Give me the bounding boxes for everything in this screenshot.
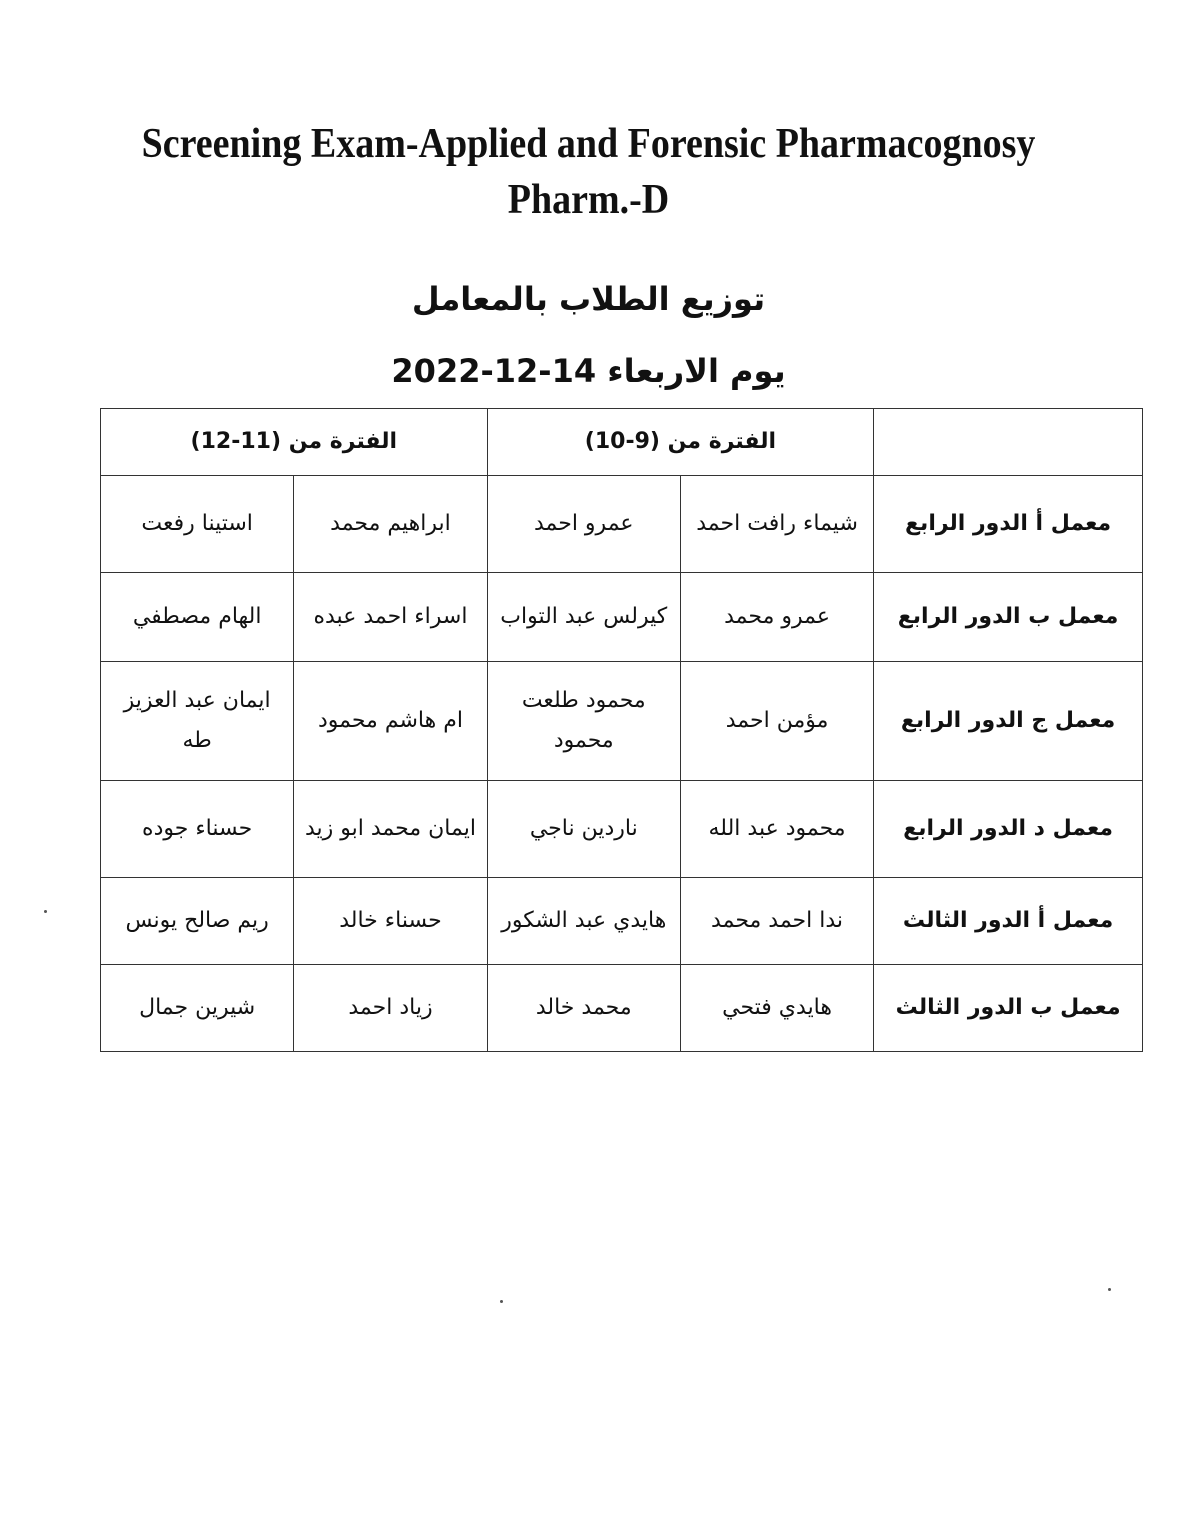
student-cell: عمرو احمد — [487, 476, 680, 573]
student-cell: محمود طلعت محمود — [487, 662, 680, 781]
period-header-row — [101, 409, 1143, 476]
lab-name: معمل د الدور الرابع — [874, 781, 1143, 878]
student-cell: ريم صالح يونس — [101, 878, 294, 965]
student-cell: ام هاشم محمود — [294, 662, 487, 781]
lab-name: معمل ب الدور الثالث — [874, 965, 1143, 1052]
student-cell: ايمان عبد العزيز طه — [101, 662, 294, 781]
scan-speck — [1108, 1288, 1111, 1291]
table-row — [101, 781, 1143, 878]
lab-distribution-table — [100, 408, 1143, 1052]
lab-name: معمل ج الدور الرابع — [874, 662, 1143, 781]
student-cell: كيرلس عبد التواب — [487, 573, 680, 662]
scan-speck — [500, 1300, 503, 1303]
empty-corner-cell — [874, 409, 1143, 476]
student-cell: هايدي فتحي — [680, 965, 873, 1052]
student-cell: حسناء جوده — [101, 781, 294, 878]
period-header: الفترة من (11-12) — [101, 409, 488, 476]
table-row — [101, 965, 1143, 1052]
student-cell: عمرو محمد — [680, 573, 873, 662]
student-cell: هايدي عبد الشكور — [487, 878, 680, 965]
lab-name: معمل أ الدور الرابع — [874, 476, 1143, 573]
student-cell: حسناء خالد — [294, 878, 487, 965]
student-cell: الهام مصطفي — [101, 573, 294, 662]
student-cell: محمد خالد — [487, 965, 680, 1052]
student-cell: ناردين ناجي — [487, 781, 680, 878]
student-cell: زياد احمد — [294, 965, 487, 1052]
table-row — [101, 573, 1143, 662]
scan-speck — [44, 910, 47, 913]
lab-name: معمل أ الدور الثالث — [874, 878, 1143, 965]
student-cell: ابراهيم محمد — [294, 476, 487, 573]
student-cell: ايمان محمد ابو زيد — [294, 781, 487, 878]
document-title: Screening Exam-Applied and Forensic Pharmacognosy — [141, 120, 1036, 168]
lab-name: معمل ب الدور الرابع — [874, 573, 1143, 662]
student-cell: شيرين جمال — [101, 965, 294, 1052]
student-cell: شيماء رافت احمد — [680, 476, 873, 573]
program-name: Pharm.-D — [507, 176, 670, 224]
student-cell: محمود عبد الله — [680, 781, 873, 878]
student-cell: اسراء احمد عبده — [294, 573, 487, 662]
exam-date: يوم الاربعاء 14-12-2022 — [391, 352, 786, 390]
student-cell: استينا رفعت — [101, 476, 294, 573]
student-cell: مؤمن احمد — [680, 662, 873, 781]
table-row — [101, 662, 1143, 781]
table-row — [101, 878, 1143, 965]
arabic-subtitle: توزيع الطلاب بالمعامل — [411, 280, 766, 318]
table-row — [101, 476, 1143, 573]
student-cell: ندا احمد محمد — [680, 878, 873, 965]
period-header: الفترة من (9-10) — [487, 409, 874, 476]
